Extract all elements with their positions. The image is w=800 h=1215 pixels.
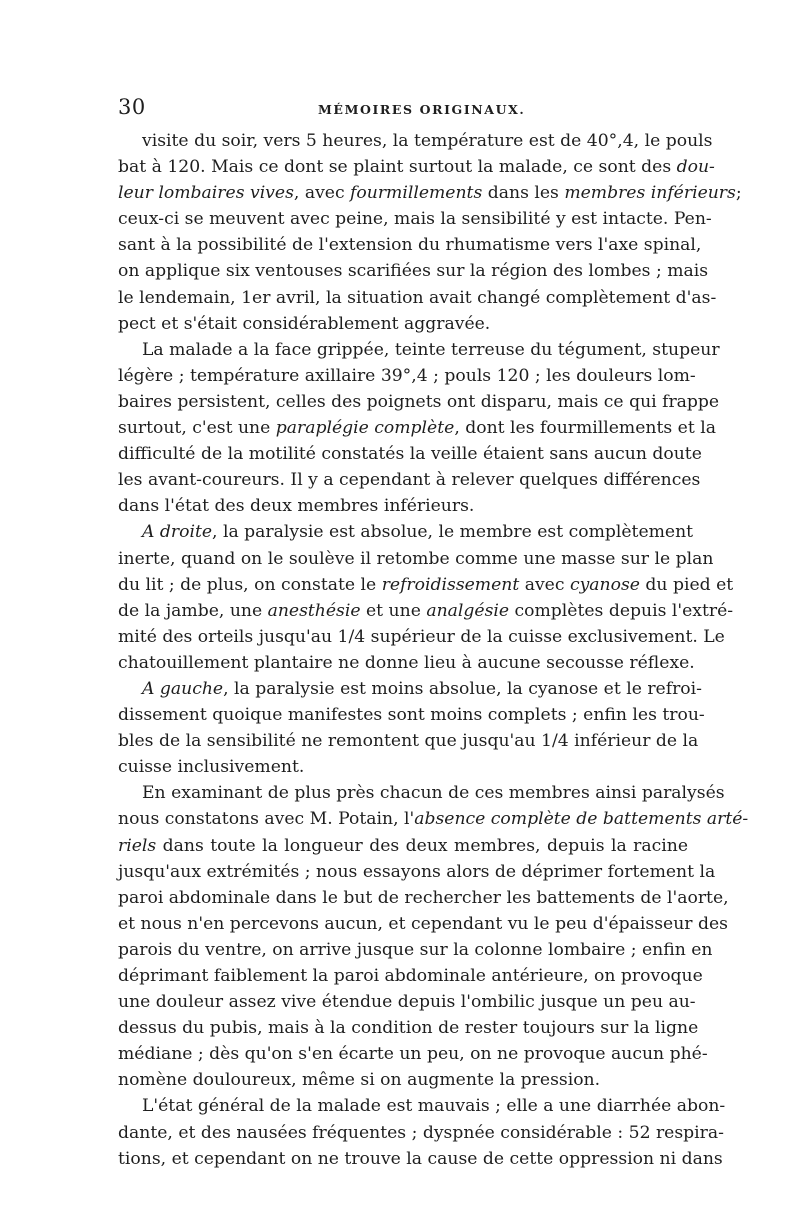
text-line: sant à la possibilité de l'extension du rhumatisme vers l'axe spinal, <box>118 235 702 256</box>
paragraph <box>118 676 705 780</box>
text-line: difficulté de la motilité constatés la veille étaient sans aucun doute <box>118 444 702 465</box>
text-line: L'état général de la malade est mauvais ; elle a une diarrhée abon- <box>142 1096 726 1117</box>
italic-text: cyanose <box>569 574 640 595</box>
page-number: 30 <box>118 95 146 119</box>
text-line: les avant-coureurs. Il y a cependant à relever quelques différences <box>118 470 701 491</box>
page-header <box>118 95 688 125</box>
paragraph <box>118 519 734 676</box>
paragraph <box>118 780 749 1093</box>
text-line: En examinant de plus près chacun de ces membres ainsi paralysés <box>142 783 725 804</box>
text-line: cuisse inclusivement. <box>118 757 305 778</box>
text-line: bat à 120. Mais ce dont se plaint surtout la malade, ce sont des dou- <box>118 157 715 178</box>
italic-text: A droite <box>142 522 213 543</box>
italic-text: analgésie <box>426 600 510 621</box>
text-line: tions, et cependant on ne trouve la cause de cette oppression ni dans <box>118 1148 723 1169</box>
text-line: chatouillement plantaire ne donne lieu à aucune secousse réflexe. <box>118 652 695 673</box>
text-line: jusqu'aux extrémités ; nous essayons alors de déprimer fortement la <box>118 861 716 882</box>
text-line: nous constatons avec M. Potain, l'absence complète de battements arté- <box>118 809 749 830</box>
text-line: une douleur assez vive étendue depuis l'ombilic jusque un peu au- <box>118 992 696 1013</box>
text-line: dessus du pubis, mais à la condition de rester toujours sur la ligne <box>118 1018 699 1039</box>
text-line: A gauche, la paralysie est moins absolue, la cyanose et le refroi- <box>142 678 702 699</box>
text-line: ceux-ci se meuvent avec peine, mais la sensibilité y est intacte. Pen- <box>118 209 712 230</box>
italic-text: membres inférieurs <box>564 183 736 204</box>
text-line: pect et s'était considérablement aggravée. <box>118 313 491 334</box>
text-line: La malade a la face grippée, teinte terreuse du tégument, stupeur <box>142 339 720 360</box>
text-line: de la jambe, une anesthésie et une analgésie complètes depuis l'extré- <box>118 600 734 621</box>
italic-text: absence complète de battements arté- <box>414 809 749 830</box>
italic-text: refroidissement <box>381 574 520 595</box>
running-head: MÉMOIRES ORIGINAUX. <box>318 102 526 117</box>
text-line: dante, et des nausées fréquentes ; dyspnée considérable : 52 respira- <box>118 1122 724 1143</box>
text-line: nomène douloureux, même si on augmente la pression. <box>118 1070 601 1091</box>
text-line: paroi abdominale dans le but de rechercher les battements de l'aorte, <box>118 887 729 908</box>
paragraph <box>118 337 720 520</box>
text-line: et nous n'en percevons aucun, et cependant vu le peu d'épaisseur des <box>118 913 728 934</box>
italic-text: riels <box>118 835 157 856</box>
text-line: on applique six ventouses scarifiées sur la région des lombes ; mais <box>118 261 709 282</box>
text-line: riels dans toute la longueur des deux membres, depuis la racine <box>118 835 688 856</box>
text-line: légère ; température axillaire 39°,4 ; pouls 120 ; les douleurs lom- <box>118 365 696 386</box>
text-line: inerte, quand on le soulève il retombe comme une masse sur le plan <box>118 548 714 569</box>
italic-text: paraplégie complète <box>275 418 455 439</box>
text-line: dans l'état des deux membres inférieurs. <box>118 496 475 517</box>
text-line: visite du soir, vers 5 heures, la température est de 40°,4, le pouls <box>142 131 713 151</box>
italic-text: anesthésie <box>267 600 361 621</box>
text-line: du lit ; de plus, on constate le refroidissement avec cyanose du pied et <box>118 574 734 595</box>
paragraph <box>118 128 742 337</box>
italic-text: A gauche <box>142 678 224 699</box>
text-line: A droite, la paralysie est absolue, le membre est complètement <box>142 522 694 543</box>
text-line: parois du ventre, on arrive jusque sur la colonne lombaire ; enfin en <box>118 939 713 960</box>
body-text <box>118 128 749 1172</box>
italic-text: dou- <box>676 157 715 178</box>
text-line: déprimant faiblement la paroi abdominale antérieure, on provoque <box>118 966 703 986</box>
italic-text: fourmillements <box>350 183 483 204</box>
text-line: bles de la sensibilité ne remontent que jusqu'au 1/4 inférieur de la <box>118 731 699 752</box>
text-line: le lendemain, 1er avril, la situation avait changé complètement d'as- <box>118 287 717 308</box>
text-line: surtout, c'est une paraplégie complète, dont les fourmillements et la <box>118 418 716 439</box>
text-line: mité des orteils jusqu'au 1/4 supérieur de la cuisse exclusivement. Le <box>118 626 725 647</box>
text-line: baires persistent, celles des poignets ont disparu, mais ce qui frappe <box>118 391 720 412</box>
text-line: leur lombaires vives, avec fourmillements dans les membres inférieurs; <box>118 183 742 204</box>
italic-text: leur lombaires vives <box>118 183 294 204</box>
paragraph <box>118 1093 726 1171</box>
text-line: médiane ; dès qu'on s'en écarte un peu, on ne provoque aucun phé- <box>118 1044 708 1065</box>
text-line: dissement quoique manifestes sont moins complets ; enfin les trou- <box>118 705 705 726</box>
